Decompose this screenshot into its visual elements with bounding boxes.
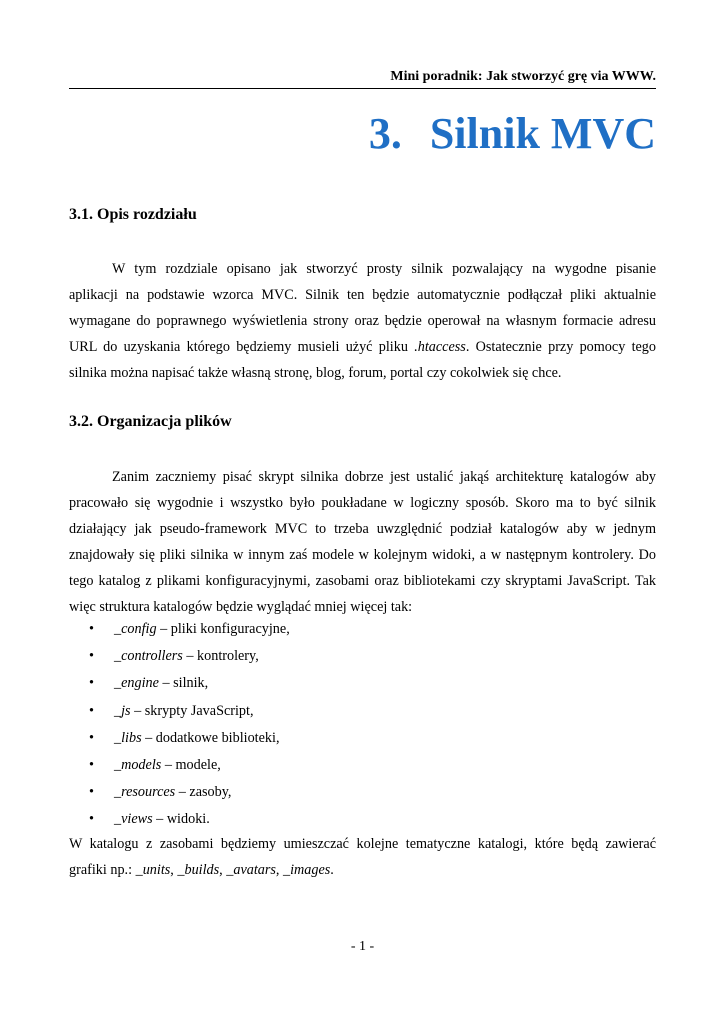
bullet: • <box>89 811 94 828</box>
running-header: Mini poradnik: Jak stworzyć grę via WWW. <box>390 69 656 84</box>
directory-name: _config <box>114 621 157 637</box>
bullet: • <box>89 784 94 801</box>
directory-name: _libs <box>114 729 142 746</box>
bullet: • <box>89 621 94 637</box>
list-item: • _resources – zasoby, <box>69 779 656 806</box>
section-3-2-paragraph <box>69 464 656 621</box>
paragraph-line: pracowało się wygodnie i wszystko było poukładane w logiczny sposób. Skoro ma to być silnik <box>69 495 656 512</box>
paragraph-line: Zanim zaczniemy pisać skrypt silnika dobrze jest ustalić jakąś architekturę katalogów aby <box>112 469 656 485</box>
bullet: • <box>89 648 94 665</box>
chapter-title <box>69 108 656 160</box>
paragraph-line: wymagane do poprawnego wyświetlenia strony oraz będzie operował na własnym formacie adresu <box>69 313 656 330</box>
paragraph-line: W katalogu z zasobami będziemy umieszczać kolejne tematyczne katalogi, które będą zawierać <box>69 836 656 852</box>
list-item: • _views – widoki. <box>69 806 656 833</box>
paragraph-line: aplikacji na podstawie wzorca MVC. Silnik ten będzie automatycznie podłączał pliki aktualnie <box>69 287 656 304</box>
paragraph-line: tego katalog z plikami konfiguracyjnymi, zasobami oraz bibliotekami czy skryptami JavaScript. Tak <box>69 573 656 590</box>
chapter-title-text: Silnik MVC <box>429 109 656 158</box>
paragraph-line: znajdowały się pliki silnika w innym zaś modele w kolejnym widoki, a w następnym kontrolery. Do <box>69 547 656 564</box>
paragraph-line: silnika można napisać także własną stronę, blog, forum, portal czy cokolwiek się chce. <box>69 365 562 382</box>
section-heading-3-1: 3.1. Opis rozdziału <box>69 206 197 223</box>
directory-name: _resources <box>114 784 176 801</box>
directory-name: _engine <box>114 675 159 692</box>
list-item: • _controllers – kontrolery, <box>69 643 656 670</box>
section-3-1-paragraph <box>69 256 656 386</box>
paragraph-line: grafiki np.: _units, _builds, _avatars, _images. <box>69 862 334 879</box>
list-item: • _config – pliki konfiguracyjne, <box>69 616 656 643</box>
directory-name: _js <box>114 702 131 719</box>
list-item: • _engine – silnik, <box>69 670 656 697</box>
paragraph-line: więc struktura katalogów będzie wyglądać mniej więcej tak: <box>69 599 413 616</box>
list-item: • _models – modele, <box>69 752 656 779</box>
htaccess-filename: .htaccess <box>414 339 466 356</box>
example-dir: _images <box>283 862 331 879</box>
header-rule <box>69 88 656 89</box>
paragraph-line: W tym rozdziale opisano jak stworzyć prosty silnik pozwalający na wygodne pisanie <box>112 261 656 277</box>
directory-name: _models <box>114 756 162 773</box>
bullet: • <box>89 702 94 719</box>
bullet: • <box>89 729 94 746</box>
directory-name: _controllers <box>114 648 183 665</box>
directory-name: _views <box>114 811 153 828</box>
bullet: • <box>89 675 94 692</box>
paragraph-line: URL do uzyskania którego będziemy musieli użyć pliku .htaccess. Ostatecznie przy pomocy tego <box>69 339 656 356</box>
paragraph-line: działający jak pseudo-framework MVC to trzeba uwzględnić podział katalogów aby w jednym <box>69 521 656 538</box>
closing-paragraph <box>69 831 656 883</box>
page-number: - 1 - <box>350 939 375 954</box>
list-item: • _js – skrypty JavaScript, <box>69 698 656 725</box>
example-dir: _builds <box>177 862 220 879</box>
bullet: • <box>89 756 94 773</box>
directory-list <box>69 616 656 834</box>
example-dir: _units <box>135 862 171 879</box>
chapter-number: 3. <box>368 109 402 158</box>
list-item: • _libs – dodatkowe biblioteki, <box>69 725 656 752</box>
example-dir: _avatars <box>226 862 276 879</box>
section-heading-3-2: 3.2. Organizacja plików <box>69 413 232 430</box>
